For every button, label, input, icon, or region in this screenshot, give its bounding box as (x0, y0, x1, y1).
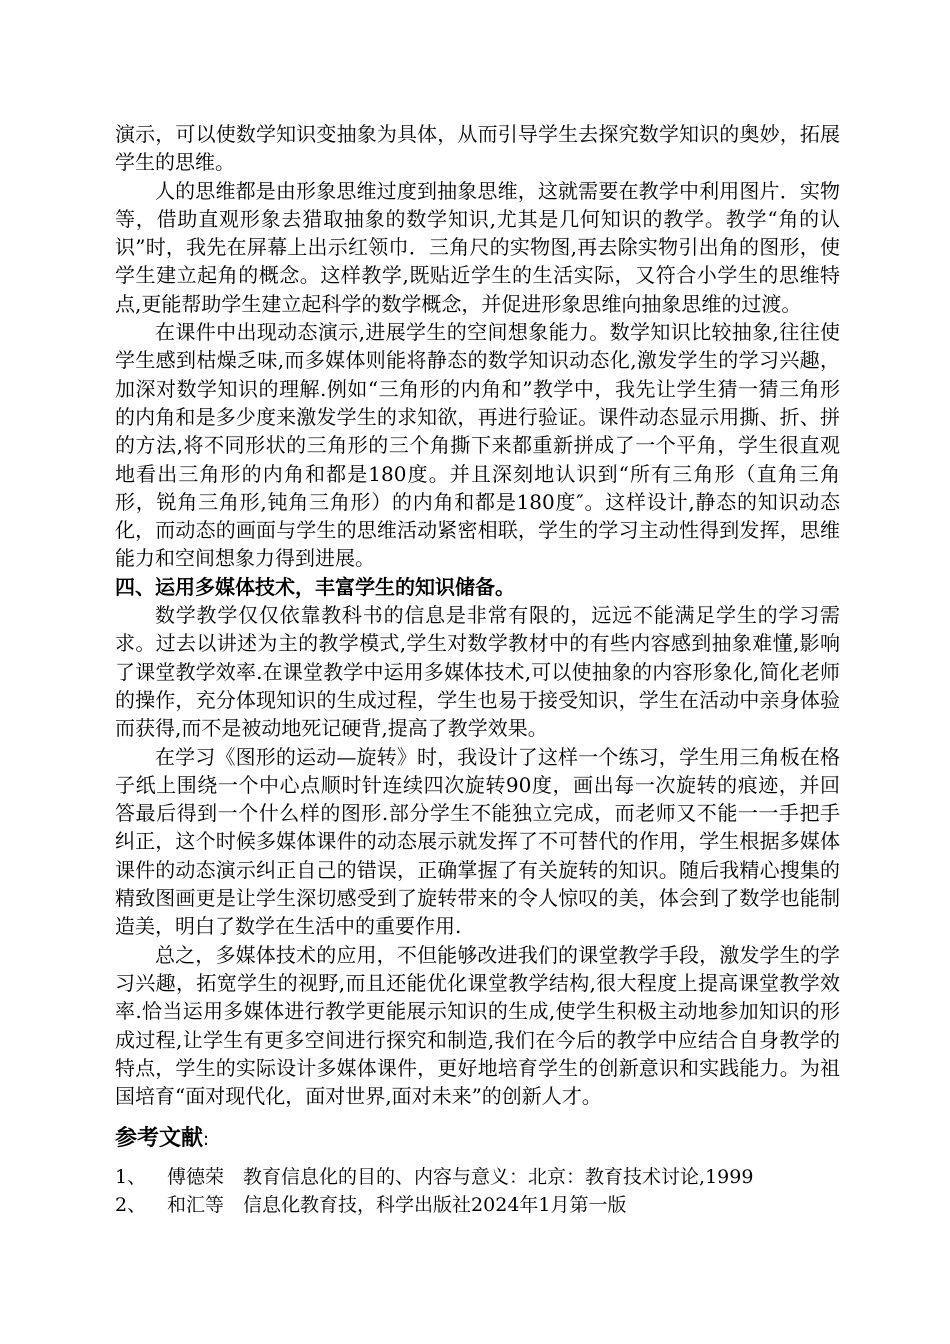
reference-number: 2、 (115, 1194, 147, 1217)
references-title (115, 1124, 840, 1155)
document-page (115, 120, 840, 1219)
references-title-colon: : (203, 1129, 210, 1151)
paragraph-textbook-limits: 数学教学仅仅依靠教科书的信息是非常有限的，远远不能满足学生的学习需求。过去以讲述为主的教学模式,学生对数学教材中的有些内容感到抽象难懂,影响了课堂教学效率.在课堂教学中运用多媒体技术,可以使抽象的内容形象化,简化老师的操作，充分体现知识的生成过程，学生也易于接受知识，学生在活动中亲身体验而获得,而不是被动地死记硬背,提高了教学效果。 (115, 603, 840, 741)
reference-item (115, 1191, 840, 1219)
references-title-text: 参考文献 (115, 1126, 204, 1152)
reference-item (115, 1163, 840, 1191)
reference-author: 和汇等 (167, 1194, 225, 1217)
paragraph-image-thinking: 人的思维都是由形象思维过度到抽象思维，这就需要在教学中利用图片．实物等，借助直观形象去猎取抽象的数学知识,尤其是几何知识的教学。教学“角的认识”时，我先在屏幕上出示红领巾．三角尺的实物图,再去除实物引出角的图形，使学生建立起角的概念。这样教学,既贴近学生的生活实际，又符合小学生的思维特点,更能帮助学生建立起科学的数学概念，并促进形象思维向抽象思维的过渡。 (115, 178, 840, 316)
paragraph-conclusion: 总之，多媒体技术的应用，不但能够改进我们的课堂教学手段，激发学生的学习兴趣，拓宽学生的视野,而且还能优化课堂教学结构,很大程度上提高课堂教学效率.恰当运用多媒体进行教学更能展示知识的生成,使学生积极主动地参加知识的形成过程,让学生有更多空间进行探究和制造,我们在今后的教学中应结合自身教学的特点，学生的实际设计多媒体课件，更好地培育学生的创新意识和实践能力。为祖国培育“面对现代化，面对世界,面对未来”的创新人才。 (115, 942, 840, 1109)
paragraph-dynamic-demo: 在课件中出现动态演示,进展学生的空间想象能力。数学知识比较抽象,往往使学生感到枯燥乏味,而多媒体则能将静态的数学知识动态化,激发学生的学习兴趣，加深对数学知识的理解.例如“三角形的内角和”教学中，我先让学生猜一猜三角形的内角和是多少度来激发学生的求知欲，再进行验证。课件动态显示用撕、折、拼的方法,将不同形状的三角形的三个角撕下来都重新拼成了一个平角，学生很直观地看出三角形的内角和都是180度。并且深刻地认识到“所有三角形（直角三角形，锐角三角形,钝角三角形）的内角和都是180度″。这样设计,静态的知识动态化，而动态的画面与学生的思维活动紧密相联，学生的学习主动性得到发挥，思维能力和空间想象力得到进展。 (115, 320, 840, 571)
reference-text: 信息化教育技，科学出版社2024年1月第一版 (243, 1194, 627, 1217)
reference-number: 1、 (115, 1166, 147, 1189)
paragraph-continuation: 演示，可以使数学知识变抽象为具体，从而引导学生去探究数学知识的奥妙，拓展学生的思维。 (115, 122, 840, 175)
paragraph-rotation-exercise: 在学习《图形的运动—旋转》时，我设计了这样一个练习，学生用三角板在格子纸上围绕一个中心点顺时针连续四次旋转90度，画出每一次旋转的痕迹，并回答最后得到一个什么样的图形.部分学生不能独立完成，而老师又不能一一手把手纠正，这个时候多媒体课件的动态展示就发挥了不可替代的作用，学生根据多媒体课件的动态演示纠正自己的错误，正确掌握了有关旋转的知识。随后我精心搜集的精致图画更是让学生深切感受到了旋转带来的令人惊叹的美，体会到了数学也能制造美，明白了数学在生活中的重要作用. (115, 744, 840, 939)
reference-author: 傅德荣 (167, 1166, 225, 1189)
reference-text: 教育信息化的目的、内容与意义：北京：教育技术讨论,1999 (243, 1166, 754, 1189)
section-heading-4: 四、运用多媒体技术，丰富学生的知识储备。 (115, 574, 515, 599)
